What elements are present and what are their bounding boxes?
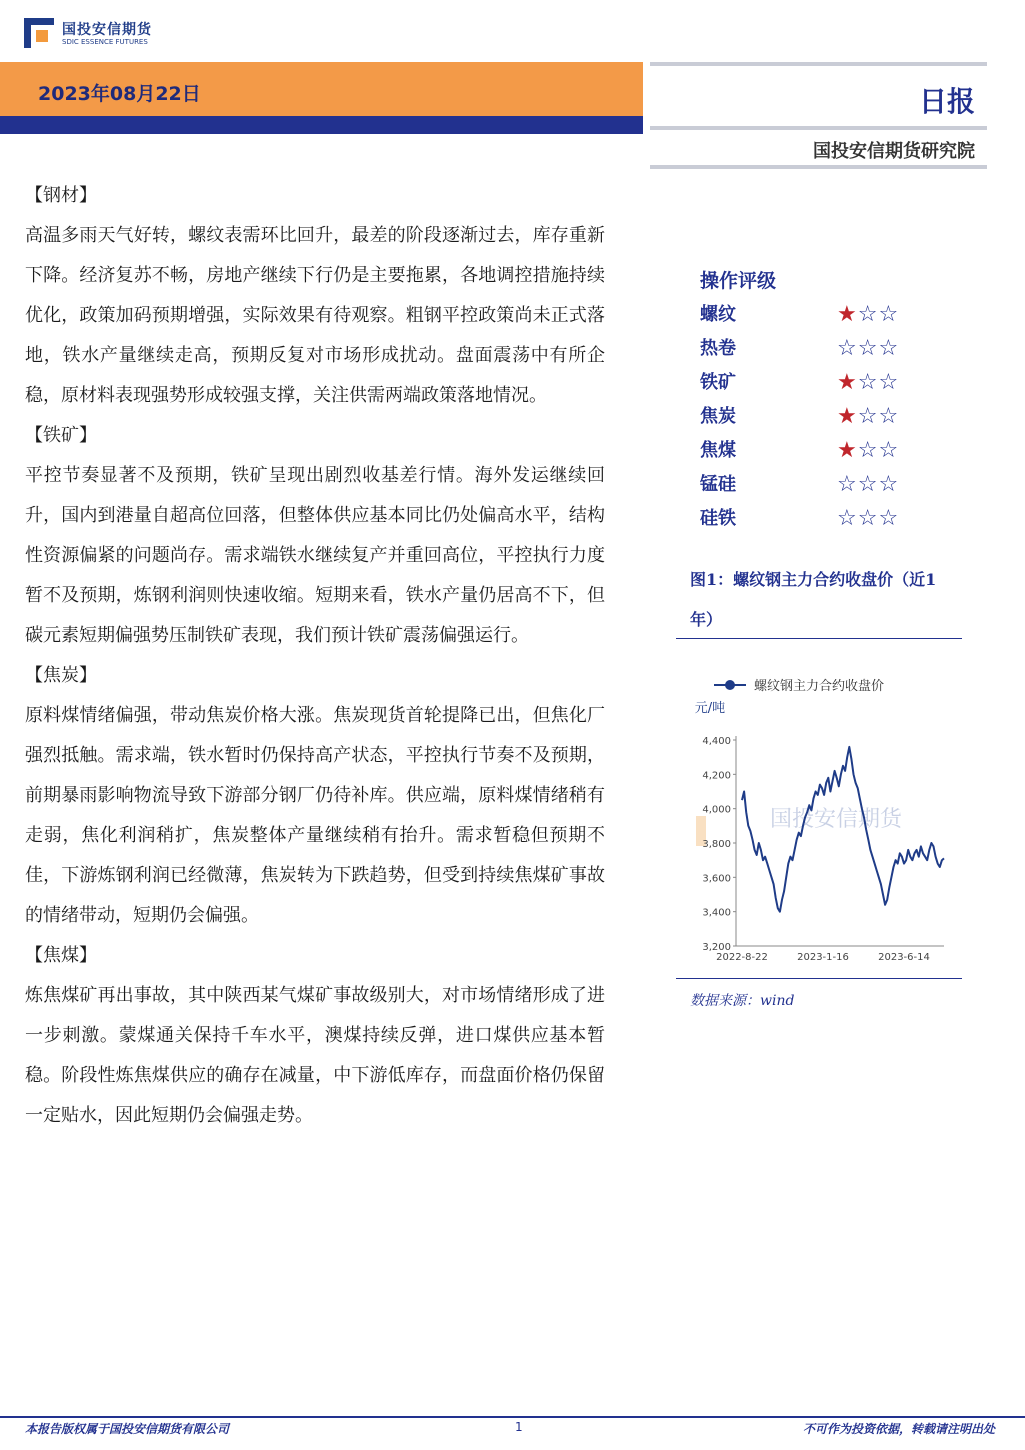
logo-subtitle: SDIC ESSENCE FUTURES bbox=[62, 38, 148, 46]
rating-row bbox=[700, 502, 960, 536]
rating-stars bbox=[837, 434, 899, 468]
rating-commodity: 硅铁 bbox=[700, 508, 736, 529]
rating-commodity: 铁矿 bbox=[700, 372, 736, 393]
rating-stars bbox=[837, 332, 899, 366]
x-tick-label: 2023-1-16 bbox=[797, 952, 849, 963]
star-empty-icon: ☆ bbox=[878, 370, 900, 395]
star-filled-icon: ★ bbox=[837, 370, 858, 395]
institute-name: 国投安信期货研究院 bbox=[813, 141, 975, 162]
logo-name: 国投安信期货 bbox=[62, 22, 152, 38]
rating-row bbox=[700, 434, 960, 468]
rating-row bbox=[700, 366, 960, 400]
rating-stars bbox=[837, 502, 899, 536]
y-tick-label: 3,400 bbox=[702, 907, 731, 919]
rating-panel bbox=[700, 264, 960, 536]
star-empty-icon: ☆ bbox=[857, 438, 879, 463]
star-empty-icon: ☆ bbox=[857, 472, 879, 497]
star-empty-icon: ☆ bbox=[878, 438, 900, 463]
data-source: 数据来源：wind bbox=[690, 993, 795, 1009]
section-iron-ore bbox=[25, 416, 605, 656]
star-empty-icon: ☆ bbox=[857, 506, 879, 531]
rating-stars bbox=[837, 298, 899, 332]
page-number: 1 bbox=[515, 1420, 523, 1434]
rating-row bbox=[700, 468, 960, 502]
y-tick-label: 4,000 bbox=[702, 804, 731, 816]
figure-rule bbox=[676, 978, 962, 979]
star-filled-icon: ★ bbox=[837, 302, 858, 327]
star-empty-icon: ☆ bbox=[878, 404, 900, 429]
report-date: 2023年08月22日 bbox=[38, 83, 201, 105]
footer-disclaimer: 不可作为投资依据，转载请注明出处 bbox=[802, 1422, 995, 1436]
header-divider bbox=[650, 126, 987, 130]
y-tick-label: 3,800 bbox=[702, 839, 731, 850]
legend-label: 螺纹钢主力合约收盘价 bbox=[754, 679, 885, 694]
star-empty-icon: ☆ bbox=[878, 472, 900, 497]
section-heading: 【铁矿】 bbox=[25, 425, 97, 446]
rating-stars bbox=[837, 366, 899, 400]
star-empty-icon: ☆ bbox=[837, 336, 858, 361]
section-heading: 【焦煤】 bbox=[25, 945, 97, 966]
header-divider bbox=[650, 165, 987, 169]
figure-rule bbox=[676, 638, 962, 639]
rating-commodity: 焦炭 bbox=[700, 406, 736, 427]
star-filled-icon: ★ bbox=[837, 404, 858, 429]
section-paragraph: 平控节奏显著不及预期，铁矿呈现出剧烈收基差行情。海外发运继续回升，国内到港量自超高位回落，但整体供应基本同比仍处偏高水平，结构性资源偏紧的问题尚存。需求端铁水继续复产并重回高位，平控执行力度暂不及预期，炼钢利润则快速收缩。短期来看，铁水产量仍居高不下，但碳元素短期偏强势压制铁矿表现，我们预计铁矿震荡偏强运行。 bbox=[25, 465, 605, 646]
star-empty-icon: ☆ bbox=[857, 370, 879, 395]
section-paragraph: 原料煤情绪偏强，带动焦炭价格大涨。焦炭现货首轮提降已出，但焦化厂强烈抵触。需求端，铁水暂时仍保持高产状态，平控执行节奏不及预期，前期暴雨影响物流导致下游部分钢厂仍待补库。供应端，原料煤情绪稍有走弱，焦化利润稍扩，焦炭整体产量继续稍有抬升。需求暂稳但预期不佳，下游炼钢利润已经微薄，焦炭转为下跌趋势，但受到持续焦煤矿事故的情绪带动，短期仍会偏强。 bbox=[25, 705, 605, 926]
legend-marker-icon bbox=[725, 680, 735, 690]
chart-watermark: 国投安信期货 bbox=[769, 807, 903, 832]
star-empty-icon: ☆ bbox=[857, 302, 879, 327]
rating-stars bbox=[837, 468, 899, 502]
section-heading: 【焦炭】 bbox=[25, 665, 97, 686]
section-coke bbox=[25, 656, 605, 936]
y-tick-label: 4,200 bbox=[702, 770, 731, 782]
star-filled-icon: ★ bbox=[837, 438, 858, 463]
star-empty-icon: ☆ bbox=[857, 336, 879, 361]
rating-row bbox=[700, 400, 960, 434]
star-empty-icon: ☆ bbox=[857, 404, 879, 429]
footer-rule bbox=[0, 1416, 1025, 1418]
star-empty-icon: ☆ bbox=[878, 336, 900, 361]
y-axis-unit: 元/吨 bbox=[694, 701, 726, 716]
section-heading: 【钢材】 bbox=[25, 185, 97, 206]
footer-copyright: 本报告版权属于国投安信期货有限公司 bbox=[25, 1422, 230, 1436]
rating-commodity: 螺纹 bbox=[700, 304, 736, 325]
header-divider bbox=[650, 62, 987, 66]
star-empty-icon: ☆ bbox=[878, 302, 900, 327]
section-paragraph: 炼焦煤矿再出事故，其中陕西某气煤矿事故级别大，对市场情绪形成了进一步刺激。蒙煤通关保持千车水平，澳煤持续反弹，进口煤供应基本暂稳。阶段性炼焦煤供应的确存在减量，中下游低库存，而盘面价格仍保留一定贴水，因此短期仍会偏强走势。 bbox=[25, 985, 605, 1126]
rating-stars bbox=[837, 400, 899, 434]
star-empty-icon: ☆ bbox=[837, 506, 858, 531]
section-paragraph: 高温多雨天气好转，螺纹表需环比回升，最差的阶段逐渐过去，库存重新下降。经济复苏不畅，房地产继续下行仍是主要拖累，各地调控措施持续优化，政策加码预期增强，实际效果有待观察。粗钢平控政策尚未正式落地，铁水产量继续走高，预期反复对市场形成扰动。盘面震荡中有所企稳，原材料表现强势形成较强支撑，关注供需两端政策落地情况。 bbox=[25, 225, 605, 406]
star-empty-icon: ☆ bbox=[878, 506, 900, 531]
y-tick-label: 3,600 bbox=[702, 873, 731, 885]
y-tick-label: 4,400 bbox=[702, 736, 731, 747]
x-tick-label: 2022-8-22 bbox=[716, 952, 768, 963]
figure-caption: 图1：螺纹钢主力合约收盘价（近1年） bbox=[690, 570, 937, 629]
x-tick-label: 2023-6-14 bbox=[878, 952, 930, 963]
report-type-title: 日报 bbox=[918, 85, 975, 118]
rating-commodity: 焦煤 bbox=[700, 440, 736, 461]
section-steel bbox=[25, 176, 605, 416]
article-body bbox=[25, 176, 605, 1136]
header-blue-band bbox=[0, 116, 643, 134]
rating-list bbox=[700, 298, 960, 536]
rating-title: 操作评级 bbox=[700, 270, 777, 292]
price-line-chart bbox=[676, 668, 962, 978]
rating-row bbox=[700, 332, 960, 366]
y-tick-label: 3,200 bbox=[702, 942, 731, 953]
company-logo bbox=[24, 18, 174, 54]
logo-mark-icon bbox=[24, 18, 54, 48]
star-empty-icon: ☆ bbox=[837, 472, 858, 497]
section-coking-coal bbox=[25, 936, 605, 1136]
rating-commodity: 热卷 bbox=[700, 338, 736, 359]
rating-row bbox=[700, 298, 960, 332]
rating-commodity: 锰硅 bbox=[700, 474, 736, 495]
